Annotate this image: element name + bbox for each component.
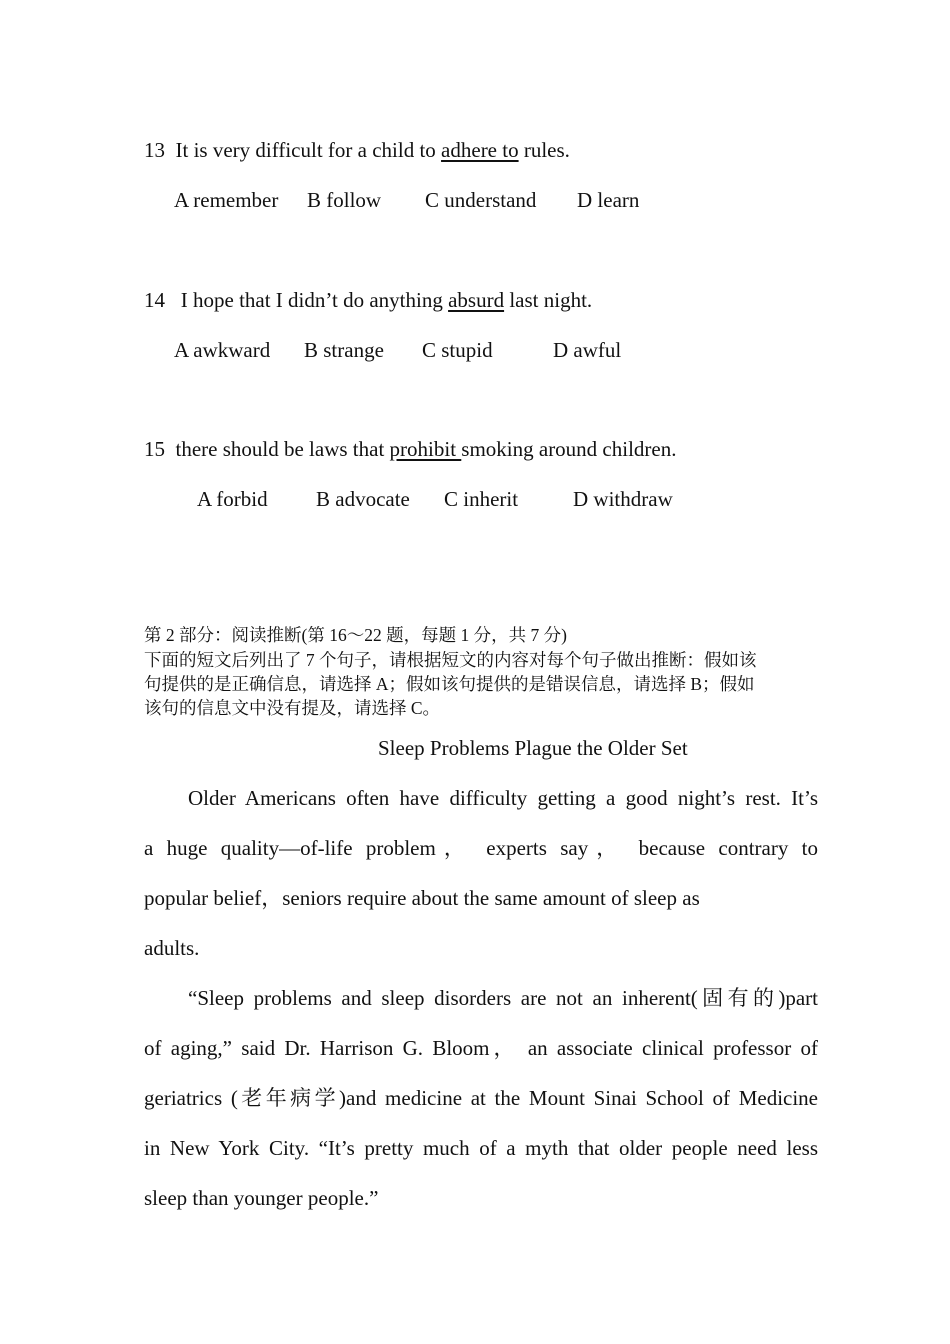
question-text-post: smoking around children. bbox=[461, 437, 677, 461]
question-text-post: last night. bbox=[504, 288, 593, 312]
paragraph-line: geriatrics (老年病学)and medicine at the Mount Sinai School of Medicine bbox=[144, 1086, 818, 1110]
question-underlined-term: prohibit bbox=[389, 437, 462, 461]
option-c: C stupid bbox=[422, 338, 493, 362]
option-b: B strange bbox=[304, 338, 384, 362]
instruction-line: 句提供的是正确信息，请选择 A；假如该句提供的是错误信息，请选择 B；假如 bbox=[144, 674, 755, 694]
option-d: D awful bbox=[553, 338, 622, 362]
instruction-line: 该句的信息文中没有提及，请选择 C。 bbox=[144, 698, 441, 718]
question-14 bbox=[144, 288, 592, 313]
section-heading: 第 2 部分：阅读推断(第 16～22 题，每题 1 分，共 7 分) bbox=[144, 625, 567, 645]
article-title: Sleep Problems Plague the Older Set bbox=[378, 736, 688, 760]
question-15 bbox=[144, 437, 677, 462]
article-paragraph-1 bbox=[144, 786, 818, 986]
question-text-pre: It is very difficult for a child to bbox=[175, 138, 442, 162]
question-number: 15 bbox=[144, 437, 165, 461]
question-13 bbox=[144, 138, 570, 163]
question-text-post: rules. bbox=[518, 138, 570, 162]
option-a: A forbid bbox=[197, 487, 268, 511]
paragraph-line: sleep than younger people.” bbox=[144, 1186, 379, 1210]
option-a: A awkward bbox=[174, 338, 271, 362]
instruction-line: 下面的短文后列出了 7 个句子，请根据短文的内容对每个句子做出推断：假如该 bbox=[144, 650, 757, 670]
paragraph-line: popular belief，seniors require about the same amount of sleep as bbox=[144, 886, 700, 910]
paragraph-line: Older Americans often have difficulty getting a good night’s rest. It’s bbox=[188, 786, 818, 810]
option-a: A remember bbox=[174, 188, 279, 212]
option-b: B advocate bbox=[316, 487, 410, 511]
option-b: B follow bbox=[307, 188, 382, 212]
question-number: 13 bbox=[144, 138, 165, 162]
question-underlined-term: absurd bbox=[448, 288, 505, 312]
question-text-pre: I hope that I didn’t do anything bbox=[180, 288, 449, 312]
paragraph-line: adults. bbox=[144, 936, 200, 960]
paragraph-line: “Sleep problems and sleep disorders are not an inherent(固有的)part bbox=[188, 986, 818, 1010]
question-text-pre: there should be laws that bbox=[175, 437, 390, 461]
paragraph-line: of aging,” said Dr. Harrison G. Bloom， an associate clinical professor of bbox=[144, 1036, 818, 1060]
section-instructions bbox=[144, 648, 818, 720]
question-number: 14 bbox=[144, 288, 165, 312]
paragraph-line: a huge quality—of-life problem， experts say， because contrary to bbox=[144, 836, 818, 860]
option-d: D withdraw bbox=[573, 487, 673, 511]
paragraph-line: in New York City. “It’s pretty much of a myth that older people need less bbox=[144, 1136, 818, 1160]
question-underlined-term: adhere to bbox=[441, 138, 519, 162]
article-paragraph-2 bbox=[144, 986, 818, 1236]
option-d: D learn bbox=[577, 188, 640, 212]
option-c: C understand bbox=[425, 188, 537, 212]
option-c: C inherit bbox=[444, 487, 519, 511]
